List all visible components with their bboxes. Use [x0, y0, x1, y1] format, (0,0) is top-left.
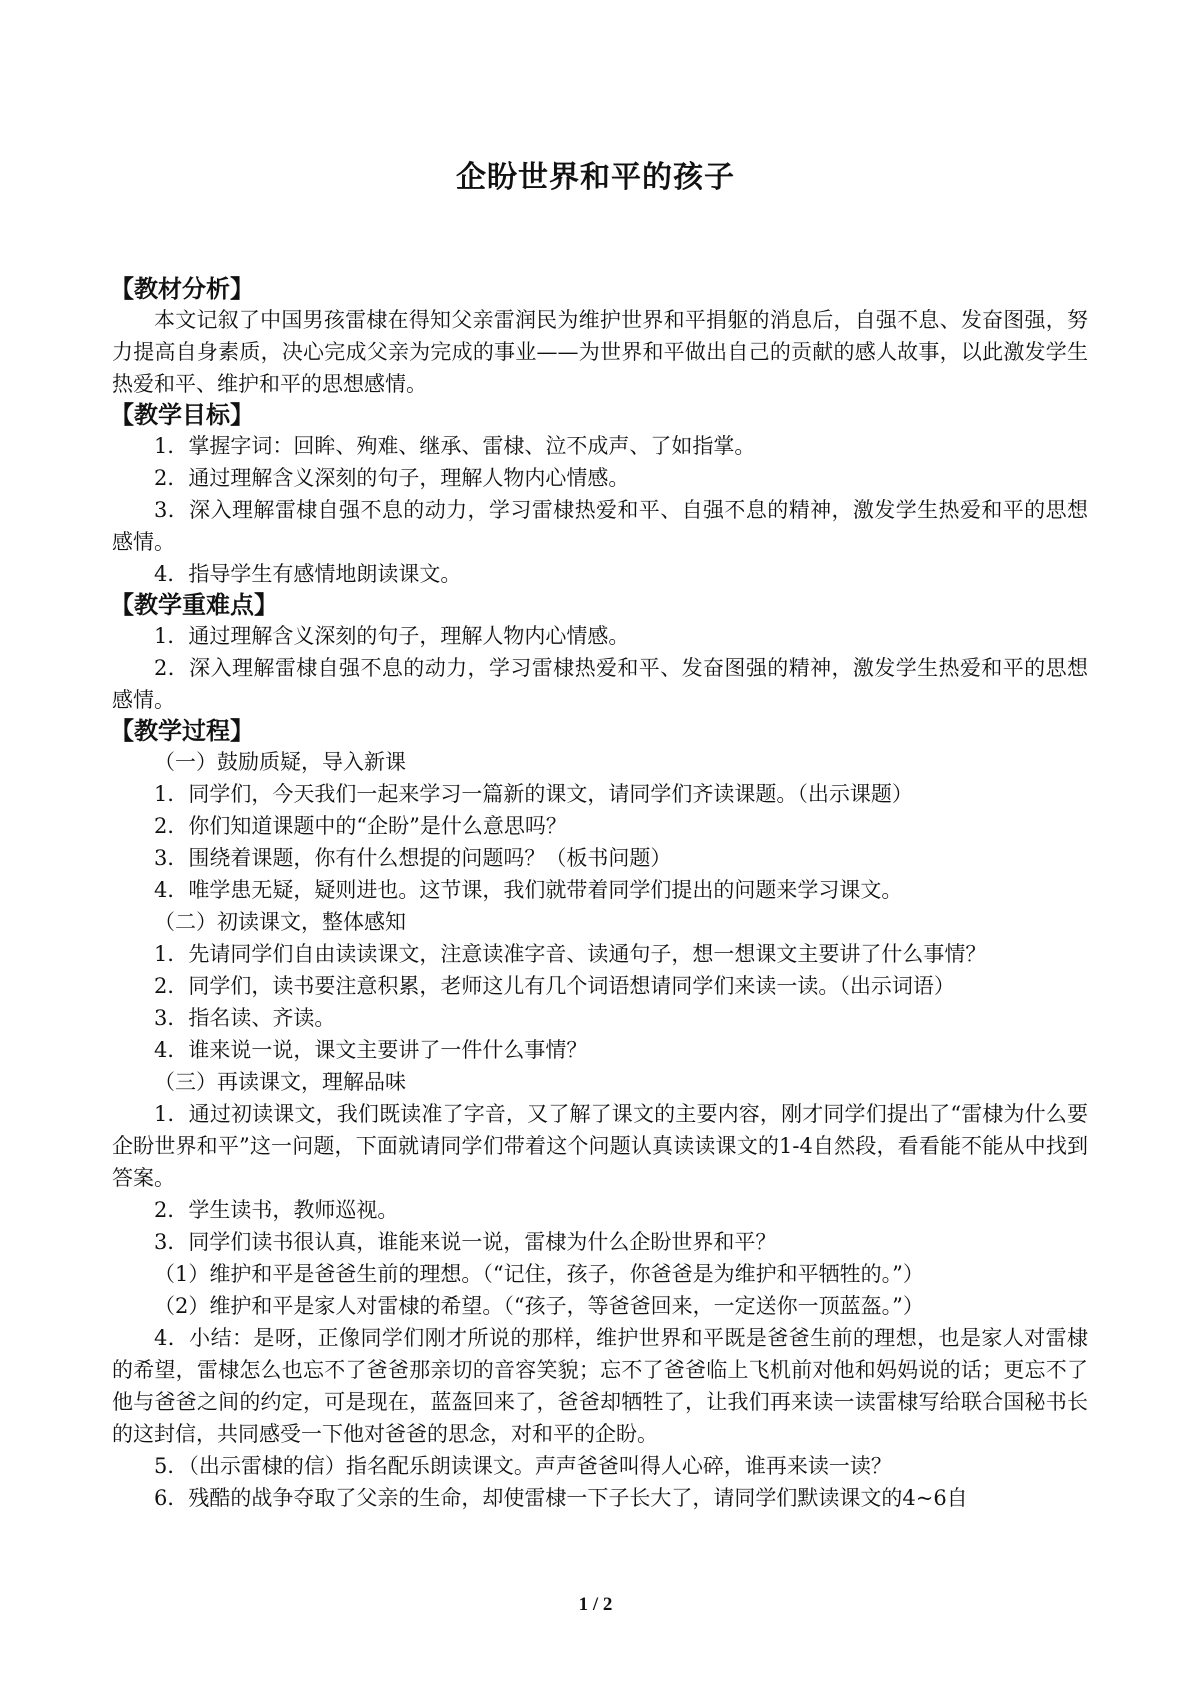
section-heading-material-analysis: 【教材分析】: [110, 275, 254, 303]
paragraph: 1．通过初读课文，我们既读准了字音，又了解了课文的主要内容，刚才同学们提出了“雷棣为什么要企盼世界和平”这一问题，下面就请同学们带着这个问题认真读读课文的1-4自然段，看看能不能从中找到答案。: [112, 1102, 1088, 1190]
paragraph: 1．先请同学们自由读读课文，注意读准字音、读通句子，想一想课文主要讲了什么事情？: [154, 942, 987, 966]
paragraph: （2）维护和平是家人对雷棣的希望。（“孩子，等爸爸回来，一定送你一顶蓝盔。”）: [154, 1294, 924, 1318]
paragraph: 4．指导学生有感情地朗读课文。: [154, 562, 462, 586]
paragraph: 2．你们知道课题中的“企盼”是什么意思吗？: [154, 814, 567, 838]
subsection-heading: （一）鼓励质疑，导入新课: [154, 750, 406, 774]
page-title: 企盼世界和平的孩子: [456, 160, 735, 195]
paragraph: 2．学生读书，教师巡视。: [154, 1198, 399, 1222]
section-heading-teaching-process: 【教学过程】: [110, 717, 254, 745]
paragraph: 5．（出示雷棣的信）指名配乐朗读课文。声声爸爸叫得人心碎，谁再来读一读？: [154, 1454, 892, 1478]
section-heading-key-points: 【教学重难点】: [110, 591, 278, 619]
paragraph: 本文记叙了中国男孩雷棣在得知父亲雷润民为维护世界和平捐躯的消息后，自强不息、发奋图强，努力提高自身素质，决心完成父亲为完成的事业——为世界和平做出自己的贡献的感人故事，以此激发学生热爱和平、维护和平的思想感情。: [112, 308, 1088, 396]
paragraph: 2．深入理解雷棣自强不息的动力，学习雷棣热爱和平、发奋图强的精神，激发学生热爱和平的思想感情。: [112, 656, 1088, 712]
paragraph: 1．同学们，今天我们一起来学习一篇新的课文，请同学们齐读课题。（出示课题）: [154, 782, 913, 806]
subsection-heading: （二）初读课文，整体感知: [154, 910, 406, 934]
section-heading-teaching-goals: 【教学目标】: [110, 401, 254, 429]
paragraph: 2．同学们，读书要注意积累，老师这儿有几个词语想请同学们来读一读。（出示词语）: [154, 974, 955, 998]
paragraph: 3．同学们读书很认真，谁能来说一说，雷棣为什么企盼世界和平？: [154, 1230, 777, 1254]
paragraph: 4．谁来说一说，课文主要讲了一件什么事情？: [154, 1038, 588, 1062]
paragraph: 1．掌握字词：回眸、殉难、继承、雷棣、泣不成声、了如指掌。: [154, 434, 756, 458]
paragraph: 3．围绕着课题，你有什么想提的问题吗？（板书问题）: [154, 846, 672, 870]
page-number: 1 / 2: [578, 1594, 613, 1615]
paragraph: 1．通过理解含义深刻的句子，理解人物内心情感。: [154, 624, 630, 648]
paragraph: 4．唯学患无疑，疑则进也。这节课，我们就带着同学们提出的问题来学习课文。: [154, 878, 903, 902]
paragraph: 3．指名读、齐读。: [154, 1006, 336, 1030]
paragraph: 2．通过理解含义深刻的句子，理解人物内心情感。: [154, 466, 630, 490]
paragraph: 6．残酷的战争夺取了父亲的生命，却使雷棣一下子长大了，请同学们默读课文的4~6自: [154, 1486, 968, 1510]
paragraph: （1）维护和平是爸爸生前的理想。（“记住，孩子，你爸爸是为维护和平牺牲的。”）: [154, 1262, 924, 1286]
paragraph: 3．深入理解雷棣自强不息的动力，学习雷棣热爱和平、自强不息的精神，激发学生热爱和平的思想感情。: [112, 498, 1088, 554]
document-body: [112, 274, 1088, 1514]
subsection-heading: （三）再读课文，理解品味: [154, 1070, 406, 1094]
paragraph: 4．小结：是呀，正像同学们刚才所说的那样，维护世界和平既是爸爸生前的理想，也是家人对雷棣的希望，雷棣怎么也忘不了爸爸那亲切的音容笑貌；忘不了爸爸临上飞机前对他和妈妈说的话；更忘不了他与爸爸之间的约定，可是现在，蓝盔回来了，爸爸却牺牲了，让我们再来读一读雷棣写给联合国秘书长的这封信，共同感受一下他对爸爸的思念，对和平的企盼。: [112, 1326, 1088, 1446]
